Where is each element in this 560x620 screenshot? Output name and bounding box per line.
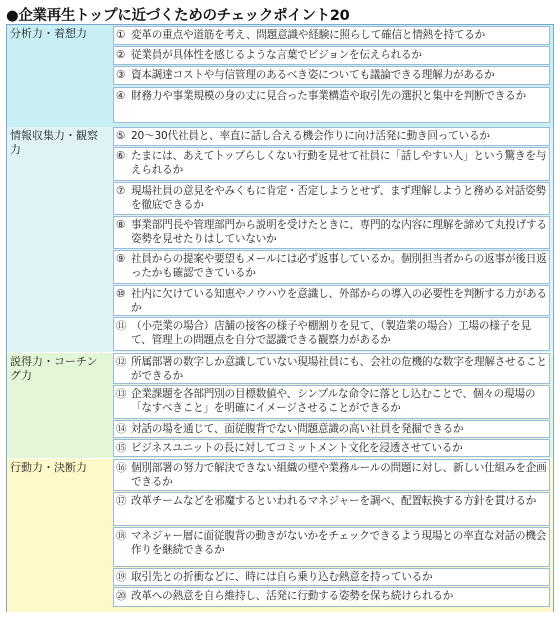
item-text: 社内に欠けている知恵やノウハウを意識し、外部からの導入の必要性を判断する力があるか (131, 288, 547, 314)
item-text: 財務力や事業規模の身の丈に見合った事業構造や取引先の選択と集中を判断できるか (131, 90, 526, 102)
item-number: ⑨ (116, 253, 126, 265)
item-text: マネジャー層に面従腹背の動きがないかをチェックできるよう現場との率直な対話の機会作りを継続できるか (131, 530, 547, 556)
list-item (113, 420, 550, 438)
item-text: 従業員が具体性を感じるような言葉でビジョンを伝えられるか (131, 49, 422, 61)
item-number: ② (116, 49, 126, 61)
section-information (7, 127, 553, 352)
section-action (7, 459, 553, 612)
item-number: ⑰ (116, 495, 127, 507)
list-item (113, 87, 550, 123)
page-title: ●企業再生トップに近づくためのチェックポイント20 (6, 8, 350, 24)
item-text: 対話の場を通じて、面従腹背でない問題意識の高い社員を発掘できるか (131, 423, 464, 435)
item-text: 所属部署の数字しか意識していない現場社員にも、会社の危機的な数字を理解させることができるか (131, 356, 547, 382)
item-number: ⑤ (116, 130, 126, 142)
item-text: 資本調達コストや与信管理のあるべき姿についても議論できる理解力があるか (131, 69, 495, 81)
item-text: たまには、あえてトップらしくない行動を見せて社員に「話しやすい人」という驚きを与えられるか (131, 150, 547, 176)
item-text: 個別部署の努力で解決できない組織の壁や業務ルールの問題に対し、新しい仕組みを企画できるか (131, 462, 547, 488)
item-number: ⑯ (116, 462, 127, 474)
item-number: ⑬ (116, 388, 127, 400)
item-number: ⑩ (116, 288, 126, 300)
item-number: ⑪ (116, 320, 127, 332)
list-item (113, 587, 550, 607)
item-text: ビジネスユニットの長に対してコミットメント文化を浸透させているか (131, 442, 463, 454)
item-text: 改革への熱意を自ら維持し、活発に行動する姿勢を保ち続けられるか (131, 590, 454, 602)
list-item (113, 439, 550, 457)
list-item (113, 353, 550, 384)
section-label: 説得力・コーチング力 (10, 355, 98, 382)
item-text: 改革チームなどを邪魔するといわれるマネジャーを調べ、配置転換する方針を貫けるか (131, 495, 537, 507)
section-analysis (7, 25, 553, 127)
list-item (113, 250, 550, 284)
list-item (113, 127, 550, 146)
item-number: ⑱ (116, 530, 127, 542)
item-text: 変革の重点や道筋を考え、問題意識や経験に照らして確信と情熱を持てるか (131, 29, 486, 41)
list-item (113, 492, 550, 526)
list-item (113, 216, 550, 249)
item-text: （小売業の場合）店舗の接客の様子や棚割りを見て、（製造業の場合）工場の様子を見て、管理上の問題点を自分で認識できる観察力があるか (131, 320, 531, 346)
item-text: 企業課題を各部門別の目標数値や、シンプルな命令に落とし込むことで、個々の現場の「なすべきこと」を明確にイメージさせることができるか (131, 388, 536, 414)
item-number: ⑥ (116, 150, 126, 162)
list-item (113, 182, 550, 215)
item-number: ① (116, 29, 126, 41)
section-label: 行動力・決断力 (10, 461, 87, 474)
section-label: 分析力・着想力 (10, 27, 87, 40)
item-text: 社員からの提案や要望もメールには必ず返事しているか。個別担当者からの返事が後日返ったかも確認できているか (131, 253, 547, 279)
item-text: 現場社員の意見をやみくもに肯定・否定しようとせず、まず理解しようと務める対話姿勢を徹底できるか (131, 185, 546, 211)
item-text: 事業部門長や管理部門から説明を受けたときに、専門的な内容に理解を諦めて丸投げする姿勢を見せたりはしていないか (131, 219, 547, 245)
item-number: ③ (116, 69, 126, 81)
item-number: ⑮ (116, 442, 127, 454)
item-number: ⑲ (116, 571, 127, 583)
list-item (113, 568, 550, 586)
list-item (113, 527, 550, 567)
item-number: ⑫ (116, 356, 127, 368)
item-number: ⑦ (116, 185, 126, 197)
item-text: 20～30代社員と、率直に話し合える機会作りに向け活発に動き回っているか (131, 130, 490, 142)
list-item (113, 26, 550, 45)
section-label: 情報収集力・観察力 (10, 129, 98, 156)
list-item (113, 385, 550, 419)
list-item (113, 46, 550, 65)
checklist-table (6, 24, 554, 612)
list-item (113, 317, 550, 351)
list-item (113, 147, 550, 181)
list-item (113, 66, 550, 85)
item-text: 取引先との折衝などに、時には自ら乗り込む熱意を持っているか (131, 571, 433, 583)
item-number: ⑧ (116, 219, 126, 231)
item-number: ⑭ (116, 423, 127, 435)
section-persuasion (7, 353, 553, 458)
item-number: ④ (116, 90, 126, 102)
list-item (113, 459, 550, 491)
list-item (113, 285, 550, 316)
item-number: ⑳ (116, 590, 127, 602)
